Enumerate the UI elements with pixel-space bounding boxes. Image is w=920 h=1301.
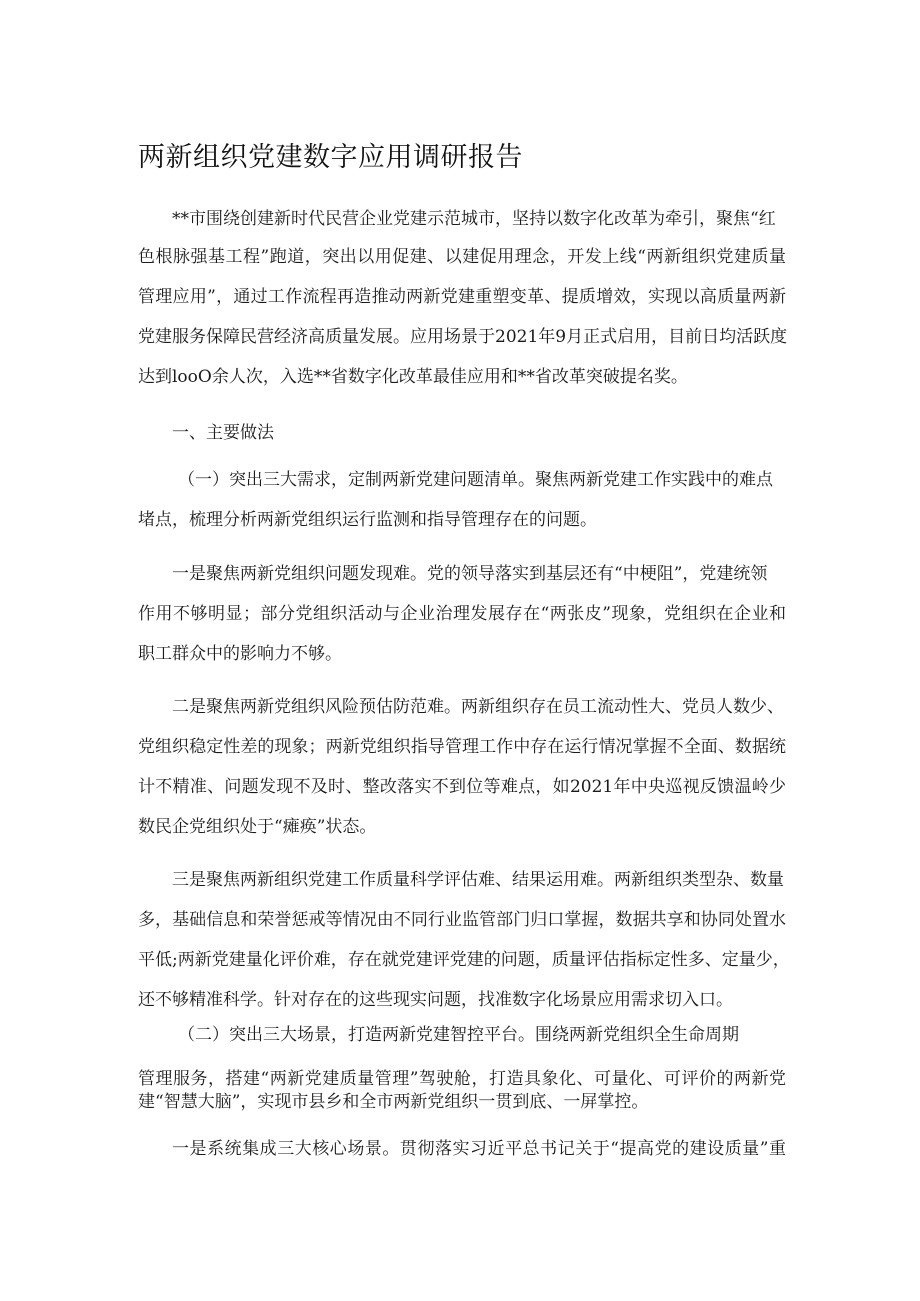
subsection-heading: （一）突出三大需求，定制两新党建问题清单。聚焦两新党建工作实践中的难点 bbox=[178, 470, 773, 490]
document-title: 两新组织党建数字应用调研报告 bbox=[138, 142, 523, 173]
paragraph-line: 计不精准、问题发现不及时、整改落实不到位等难点，如2021年中央巡视反馈温岭少 bbox=[138, 777, 786, 797]
paragraph-line: 数民企党组织处于“瘫痪”状态。 bbox=[138, 817, 377, 837]
paragraph-line: 一是聚焦两新党组织问题发现难。党的领导落实到基层还有“中梗阻”，党建统领 bbox=[172, 564, 768, 584]
paragraph-line: 一是系统集成三大核心场景。贯彻落实习近平总书记关于“提高党的建设质量”重 bbox=[172, 1139, 786, 1159]
subsection-heading: （二）突出三大场景，打造两新党建智控平台。围绕两新党组织全生命周期 bbox=[178, 1025, 739, 1045]
paragraph-line: 管理应用”，通过工作流程再造推动两新党建重塑变革、提质增效，实现以高质量两新 bbox=[138, 287, 786, 307]
paragraph-line: 堵点，梳理分析两新党组织运行监测和指导管理存在的问题。 bbox=[138, 510, 597, 530]
paragraph-line: 达到looO余人次，入选**省数字化改革最佳应用和**省改革突破提名奖。 bbox=[138, 367, 688, 387]
paragraph-line: 管理服务，搭建“两新党建质量管理”驾驶舱，打造具象化、可量化、可评价的两新党 bbox=[138, 1069, 786, 1089]
paragraph-line: 三是聚焦两新组织党建工作质量科学评估难、结果运用难。两新组织类型杂、数量 bbox=[172, 870, 784, 890]
paragraph-line: 还不够精准科学。针对存在的这些现实问题，找准数字化场景应用需求切入口。 bbox=[138, 990, 733, 1010]
paragraph-line: 职工群众中的影响力不够。 bbox=[138, 644, 342, 664]
paragraph-line: 平低;两新党建量化评价难，存在就党建评党建的问题，质量评估指标定性多、定量少， bbox=[138, 950, 790, 970]
paragraph-line: 党组织稳定性差的现象；两新党组织指导管理工作中存在运行情况掌握不全面、数据统 bbox=[138, 737, 786, 757]
paragraph-line: 建“智慧大脑”，实现市县乡和全市两新党组织一贯到底、一屏掌控。 bbox=[138, 1092, 649, 1112]
paragraph-line: 党建服务保障民营经济高质量发展。应用场景于2021年9月正式启用，目前日均活跃度 bbox=[138, 327, 788, 347]
section-heading: 一、主要做法 bbox=[172, 423, 274, 443]
paragraph-line: **市围绕创建新时代民营企业党建示范城市，坚持以数字化改革为牵引，聚焦“红 bbox=[172, 209, 776, 229]
paragraph-line: 作用不够明显；部分党组织活动与企业治理发展存在“两张皮”现象，党组织在企业和 bbox=[138, 604, 786, 624]
paragraph-line: 色根脉强基工程”跑道，突出以用促建、以建促用理念，开发上线“两新组织党建质量 bbox=[138, 247, 786, 267]
paragraph-line: 二是聚焦两新党组织风险预估防范难。两新组织存在员工流动性大、党员人数少、 bbox=[172, 697, 784, 717]
paragraph-line: 多，基础信息和荣誉惩戒等情况由不同行业监管部门归口掌握，数据共享和协同处置水 bbox=[138, 910, 786, 930]
